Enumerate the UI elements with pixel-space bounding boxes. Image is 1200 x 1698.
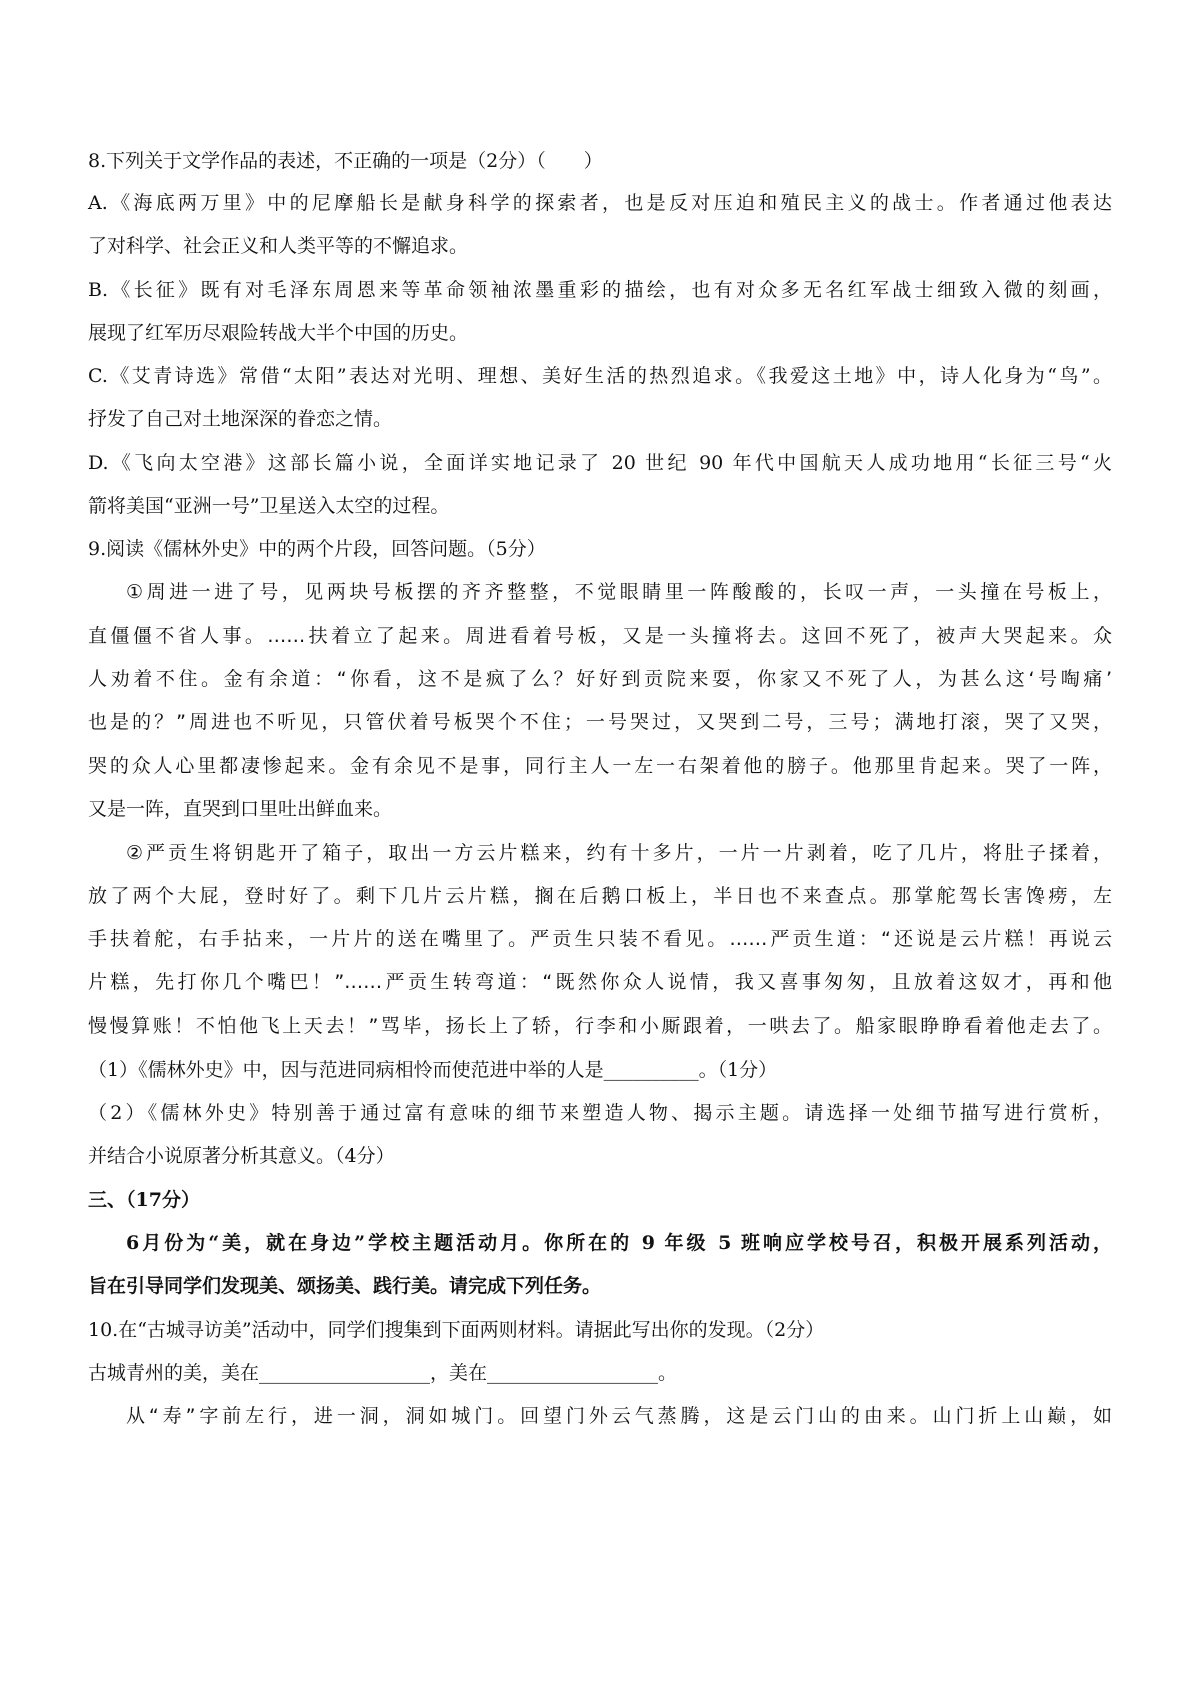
q9-passage1-line6: 又是一阵，直哭到口里吐出鲜血来。 [88, 798, 393, 820]
q8-option-c-line2: 抒发了自己对土地深深的眷恋之情。 [88, 408, 393, 430]
section3-intro-line2: 旨在引导同学们发现美、颂扬美、践行美。请完成下列任务。 [88, 1275, 602, 1297]
q9-passage2-line3: 手扶着舵，右手拈来，一片片的送在嘴里了。严贡生只装不看见。……严贡生道：“还说是云片糕！再说云 [88, 928, 1112, 950]
q9-passage1-line3: 人劝着不住。金有余道：“你看，这不是疯了么？好好到贡院来耍，你家又不死了人，为甚么这‘号啕痛’ [88, 668, 1112, 690]
q9-passage2-line5: 慢慢算账！不怕他飞上天去！”骂毕，扬长上了轿，行李和小厮跟着，一哄去了。船家眼睁睁看着他走去了。 [88, 1015, 1112, 1037]
q8-option-b-line2: 展现了红军历尽艰险转战大半个中国的历史。 [88, 322, 469, 344]
q9-sub2-line2: 并结合小说原著分析其意义。（4分） [88, 1145, 395, 1167]
q8-stem: 8.下列关于文学作品的表述，不正确的一项是（2分）（ ） [88, 150, 603, 172]
section3-heading: 三、（17分） [88, 1189, 200, 1211]
q9-passage2-line2: 放了两个大屁，登时好了。剩下几片云片糕，搁在后鹅口板上，半日也不来查点。那掌舵驾长害馋痨，左 [88, 885, 1112, 907]
q9-sub1: （1）《儒林外史》中，因与范进同病相怜而使范进中举的人是__________。（1分） [88, 1059, 778, 1081]
q9-sub2-line1: （2）《儒林外史》特别善于通过富有意味的细节来塑造人物、揭示主题。请选择一处细节描写进行赏析， [88, 1102, 1112, 1124]
q9-passage2-line1: ②严贡生将钥匙开了箱子，取出一方云片糕来，约有十多片，一片一片剥着，吃了几片，将肚子揉着， [126, 842, 1112, 864]
q9-passage2-line4: 片糕，先打你几个嘴巴！”……严贡生转弯道：“既然你众人说情，我又喜事匆匆，且放着这奴才，再和他 [88, 971, 1112, 993]
q10-stem: 10.在“古城寻访美”活动中，同学们搜集到下面两则材料。请据此写出你的发现。（2分） [88, 1319, 825, 1341]
q8-option-a-line1: A.《海底两万里》中的尼摩船长是献身科学的探索者，也是反对压迫和殖民主义的战士。作者通过他表达 [88, 192, 1112, 214]
q9-passage1-line4: 也是的？”周进也不听见，只管伏着号板哭个不住；一号哭过，又哭到二号，三号；满地打滚，哭了又哭， [88, 711, 1112, 733]
q9-passage1-line1: ①周进一进了号，见两块号板摆的齐齐整整，不觉眼睛里一阵酸酸的，长叹一声，一头撞在号板上， [126, 581, 1112, 603]
q8-option-d-line1: D.《飞向太空港》这部长篇小说，全面详实地记录了 20 世纪 90 年代中国航天人成功地用“长征三号“火 [88, 452, 1112, 474]
q10-fill-in: 古城青州的美，美在__________________，美在__________________。 [88, 1362, 678, 1384]
section3-intro-line1: 6月份为“美，就在身边”学校主题活动月。你所在的 9 年级 5 班响应学校号召，积极开展系列活动， [126, 1232, 1112, 1254]
q9-passage1-line2: 直僵僵不省人事。……扶着立了起来。周进看着号板，又是一头撞将去。这回不死了，被声大哭起来。众 [88, 625, 1112, 647]
q8-option-b-line1: B.《长征》既有对毛泽东周恩来等革命领袖浓墨重彩的描绘，也有对众多无名红军战士细致入微的刻画， [88, 279, 1112, 301]
q9-passage1-line5: 哭的众人心里都凄惨起来。金有余见不是事，同行主人一左一右架着他的膀子。他那里肯起来。哭了一阵， [88, 755, 1112, 777]
q10-material-line1: 从“寿”字前左行，进一洞，洞如城门。回望门外云气蒸腾，这是云门山的由来。山门折上山巅，如 [126, 1405, 1112, 1427]
q8-option-a-line2: 了对科学、社会正义和人类平等的不懈追求。 [88, 235, 469, 257]
q8-option-c-line1: C.《艾青诗选》常借“太阳”表达对光明、理想、美好生活的热烈追求。《我爱这土地》中，诗人化身为“鸟”。 [88, 365, 1112, 387]
q8-option-d-line2: 箭将美国“亚洲一号”卫星送入太空的过程。 [88, 495, 450, 517]
q9-stem: 9.阅读《儒林外史》中的两个片段，回答问题。（5分） [88, 538, 546, 560]
